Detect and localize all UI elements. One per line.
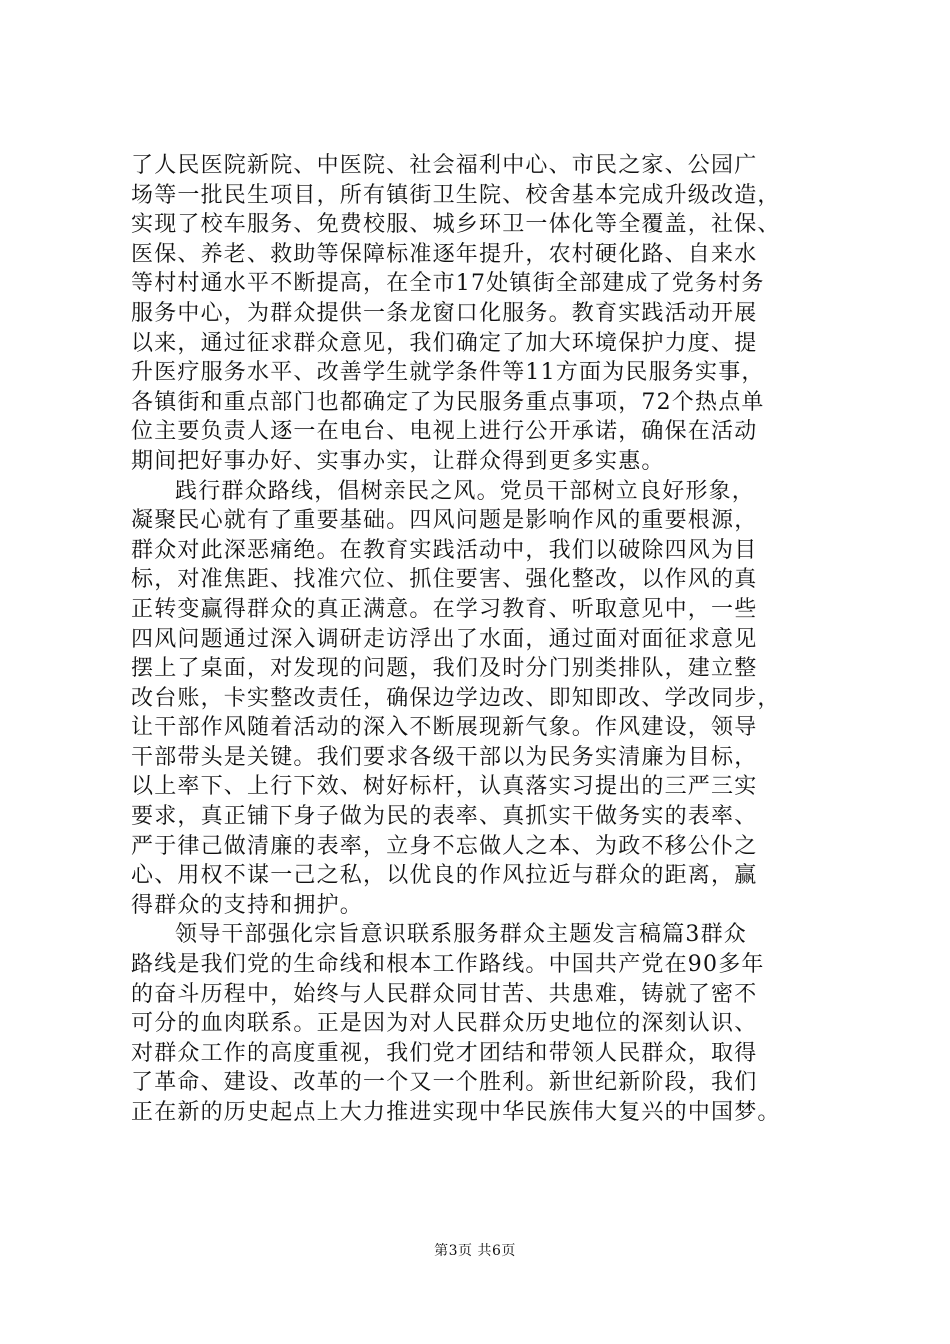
paragraph-start-line: 践行群众路线，倡树亲民之风。党员干部树立良好形象， xyxy=(175,478,756,504)
text-line: 了人民医院新院、中医院、社会福利中心、市民之家、公园广 xyxy=(131,153,758,178)
text-line: 四风问题通过深入调研走访浮出了水面，通过面对面征求意见 xyxy=(131,626,758,652)
text-line: 可分的血肉联系。正是因为对人民群众历史地位的深刻认识、 xyxy=(131,1011,758,1037)
text-line: 群众对此深恶痛绝。在教育实践活动中，我们以破除四风为目 xyxy=(131,537,758,563)
text-line: 干部带头是关键。我们要求各级干部以为民务实清廉为目标， xyxy=(131,744,758,770)
text-line: 了革命、建设、改革的一个又一个胜利。新世纪新阶段，我们 xyxy=(131,1070,758,1096)
text-line: 医保、养老、救助等保障标准逐年提升，农村硬化路、自来水 xyxy=(131,241,758,267)
text-line: 位主要负责人逐一在电台、电视上进行公开承诺，确保在活动 xyxy=(131,419,758,445)
text-line: 严于律己做清廉的表率，立身不忘做人之本、为政不移公仆之 xyxy=(131,833,758,859)
text-line: 期间把好事办好、实事办实，让群众得到更多实惠。 xyxy=(131,448,665,474)
page-number-footer: 第3页 共6页 xyxy=(434,1243,516,1259)
text-line: 得群众的支持和拥护。 xyxy=(131,892,364,918)
text-line: 正转变赢得群众的真正满意。在学习教育、听取意见中，一些 xyxy=(131,596,758,622)
body-text xyxy=(131,151,821,1128)
text-line: 让干部作风随着活动的深入不断展现新气象。作风建设，领导 xyxy=(131,715,758,741)
text-line: 各镇街和重点部门也都确定了为民服务重点事项，72个热点单 xyxy=(131,389,765,415)
text-line: 标，对准焦距、找准穴位、抓住要害、强化整改，以作风的真 xyxy=(131,567,758,593)
text-line: 改台账，卡实整改责任，确保边学边改、即知即改、学改同步， xyxy=(131,685,781,711)
text-line: 心、用权不谋一己之私，以优良的作风拉近与群众的距离，赢 xyxy=(131,863,758,889)
text-line: 服务中心，为群众提供一条龙窗口化服务。教育实践活动开展 xyxy=(131,300,758,326)
text-line: 以上率下、上行下效、树好标杆，认真落实习提出的三严三实 xyxy=(131,774,758,800)
text-line: 实现了校车服务、免费校服、城乡环卫一体化等全覆盖，社保、 xyxy=(131,212,781,238)
text-line: 要求，真正铺下身子做为民的表率、真抓实干做务实的表率、 xyxy=(131,804,758,830)
text-line: 路线是我们党的生命线和根本工作路线。中国共产党在90多年 xyxy=(131,952,765,978)
text-line: 摆上了桌面，对发现的问题，我们及时分门别类排队，建立整 xyxy=(131,656,758,682)
text-line: 的奋斗历程中，始终与人民群众同甘苦、共患难，铸就了密不 xyxy=(131,981,758,1007)
paragraph-start-line: 领导干部强化宗旨意识联系服务群众主题发言稿篇3群众 xyxy=(175,922,747,948)
text-line: 正在新的历史起点上大力推进实现中华民族伟大复兴的中国梦。 xyxy=(131,1100,781,1125)
text-line: 对群众工作的高度重视，我们党才团结和带领人民群众，取得 xyxy=(131,1040,758,1066)
text-line: 以来，通过征求群众意见，我们确定了加大环境保护力度、提 xyxy=(131,330,758,356)
text-line: 场等一批民生项目，所有镇街卫生院、校舍基本完成升级改造， xyxy=(131,182,781,208)
text-line: 凝聚民心就有了重要基础。四风问题是影响作风的重要根源， xyxy=(131,508,758,534)
text-line: 等村村通水平不断提高，在全市17处镇街全部建成了党务村务 xyxy=(131,271,765,297)
text-line: 升医疗服务水平、改善学生就学条件等11方面为民服务实事， xyxy=(131,360,765,386)
